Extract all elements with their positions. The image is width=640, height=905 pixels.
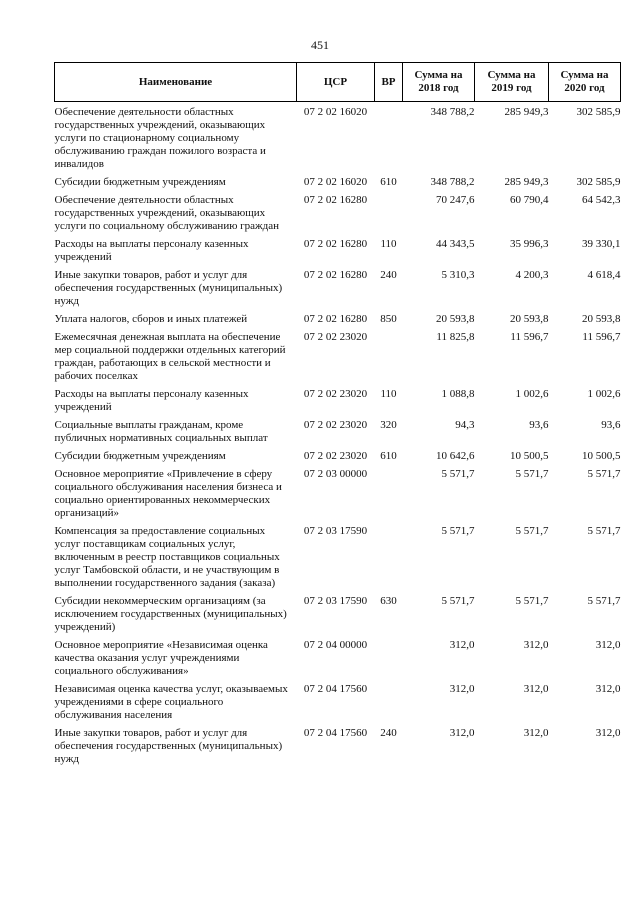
row-vr — [375, 194, 403, 238]
row-sum-2020: 1 002,6 — [587, 388, 621, 400]
header-csr: ЦСР — [297, 63, 375, 102]
row-csr: 07 2 03 17590 — [303, 595, 368, 607]
row-sum-2019: 11 596,7 — [510, 331, 549, 343]
row-csr: 07 2 02 23020 — [303, 331, 368, 343]
row-name: Субсидии некоммерческим организациям (за исключением государственных (муниципальных) учреждений) — [54, 595, 287, 633]
row-vr: 110 — [380, 238, 397, 250]
row-csr: 07 2 02 16280 — [303, 313, 368, 325]
table-row — [55, 450, 621, 468]
row-sum-2018: 5 571,7 — [441, 468, 475, 480]
row-csr: 07 2 02 23020 — [303, 388, 368, 400]
table-row — [55, 194, 621, 238]
row-vr: 240 — [380, 727, 397, 739]
row-sum-2020: 64 542,3 — [582, 194, 621, 206]
row-vr — [375, 525, 403, 595]
table-row — [55, 683, 621, 727]
row-sum-2018: 312,0 — [449, 683, 475, 695]
row-name: Иные закупки товаров, работ и услуг для обеспечения государственных (муниципальных) нужд — [54, 269, 283, 307]
row-csr: 07 2 02 16280 — [303, 238, 368, 250]
row-sum-2018: 5 571,7 — [441, 525, 475, 537]
row-sum-2020: 302 585,9 — [576, 106, 621, 118]
row-csr: 07 2 02 16280 — [303, 269, 368, 281]
row-sum-2020: 5 571,7 — [587, 468, 621, 480]
row-sum-2019: 5 571,7 — [515, 468, 549, 480]
row-vr — [375, 102, 403, 177]
table-row — [55, 595, 621, 639]
table-row — [55, 388, 621, 419]
row-sum-2020: 93,6 — [601, 419, 621, 431]
budget-table — [54, 62, 621, 771]
row-sum-2019: 20 593,8 — [510, 313, 549, 325]
row-csr: 07 2 02 23020 — [303, 450, 368, 462]
row-name: Расходы на выплаты персоналу казенных учреждений — [54, 238, 249, 263]
header-sum-2019: Сумма на 2019 год — [475, 63, 549, 102]
row-sum-2019: 285 949,3 — [504, 106, 549, 118]
header-sum-2020: Сумма на 2020 год — [549, 63, 621, 102]
row-sum-2019: 35 996,3 — [510, 238, 549, 250]
table-row — [55, 639, 621, 683]
row-csr: 07 2 03 00000 — [303, 468, 368, 480]
row-name: Уплата налогов, сборов и иных платежей — [54, 313, 248, 325]
row-vr: 850 — [380, 313, 397, 325]
row-sum-2020: 4 618,4 — [587, 269, 621, 281]
row-sum-2018: 11 825,8 — [436, 331, 475, 343]
row-sum-2018: 70 247,6 — [436, 194, 475, 206]
row-sum-2018: 312,0 — [449, 727, 475, 739]
row-vr: 110 — [380, 388, 397, 400]
row-sum-2018: 5 571,7 — [441, 595, 475, 607]
row-sum-2020: 312,0 — [595, 683, 621, 695]
table-header — [55, 63, 621, 102]
header-name: Наименование — [55, 63, 297, 102]
row-vr — [375, 331, 403, 388]
row-vr: 610 — [380, 176, 397, 188]
row-sum-2018: 348 788,2 — [430, 176, 475, 188]
row-sum-2020: 302 585,9 — [576, 176, 621, 188]
row-name: Обеспечение деятельности областных государственных учреждений, оказывающих услуги по стационарному социальному обслуживанию граждан пожилого возраста и инвалидов — [54, 106, 266, 170]
row-sum-2019: 60 790,4 — [510, 194, 549, 206]
row-name: Расходы на выплаты персоналу казенных учреждений — [54, 388, 249, 413]
row-name: Основное мероприятие «Привлечение в сферу социального обслуживания населения бизнеса и социально ориентированных некоммерческих организаций» — [54, 468, 282, 519]
row-sum-2019: 312,0 — [523, 727, 549, 739]
row-sum-2019: 1 002,6 — [515, 388, 549, 400]
row-csr: 07 2 04 17560 — [303, 683, 368, 695]
table-body — [55, 102, 621, 772]
row-sum-2018: 20 593,8 — [436, 313, 475, 325]
row-vr — [375, 639, 403, 683]
row-sum-2018: 94,3 — [455, 419, 475, 431]
row-sum-2019: 4 200,3 — [515, 269, 549, 281]
row-vr: 610 — [380, 450, 397, 462]
row-name: Ежемесячная денежная выплата на обеспечение мер социальной поддержки отдельных категорий граждан, работающих в сельской местности и рабочих поселках — [54, 331, 286, 382]
row-sum-2020: 10 500,5 — [582, 450, 621, 462]
row-sum-2018: 348 788,2 — [430, 106, 475, 118]
row-sum-2020: 11 596,7 — [582, 331, 621, 343]
row-csr: 07 2 02 23020 — [303, 419, 368, 431]
row-sum-2018: 44 343,5 — [436, 238, 475, 250]
page-number: 451 — [311, 38, 329, 52]
row-csr: 07 2 02 16280 — [303, 194, 368, 206]
table-row — [55, 419, 621, 450]
table-row — [55, 269, 621, 313]
row-vr: 240 — [380, 269, 397, 281]
row-sum-2018: 5 310,3 — [441, 269, 475, 281]
row-vr — [375, 683, 403, 727]
header-vr: ВР — [375, 63, 403, 102]
row-name: Субсидии бюджетным учреждениям — [54, 176, 226, 188]
row-csr: 07 2 04 00000 — [303, 639, 368, 651]
row-name: Социальные выплаты гражданам, кроме публичных нормативных социальных выплат — [54, 419, 268, 444]
table-row — [55, 102, 621, 177]
row-csr: 07 2 03 17590 — [303, 525, 368, 537]
row-sum-2019: 10 500,5 — [510, 450, 549, 462]
row-sum-2018: 312,0 — [449, 639, 475, 651]
row-sum-2019: 312,0 — [523, 639, 549, 651]
table-row — [55, 313, 621, 331]
row-vr — [375, 468, 403, 525]
row-sum-2019: 5 571,7 — [515, 525, 549, 537]
row-sum-2019: 312,0 — [523, 683, 549, 695]
row-name: Иные закупки товаров, работ и услуг для обеспечения государственных (муниципальных) нужд — [54, 727, 283, 765]
row-sum-2019: 285 949,3 — [504, 176, 549, 188]
row-sum-2019: 5 571,7 — [515, 595, 549, 607]
row-sum-2020: 5 571,7 — [587, 525, 621, 537]
table-row — [55, 525, 621, 595]
row-name: Компенсация за предоставление социальных услуг поставщикам социальных услуг, включенным в реестр поставщиков социальных услуг Тамбовской области, и не участвующим в выполнении государственного задания (заказа) — [54, 525, 280, 589]
row-sum-2020: 39 330,1 — [582, 238, 621, 250]
table-row — [55, 176, 621, 194]
row-name: Основное мероприятие «Независимая оценка качества оказания услуг учреждениями социального обслуживания» — [54, 639, 268, 677]
row-sum-2020: 312,0 — [595, 639, 621, 651]
row-name: Обеспечение деятельности областных государственных учреждений, оказывающих услуги по социальному обслуживанию граждан — [54, 194, 280, 232]
row-vr: 320 — [380, 419, 397, 431]
header-sum-2018: Сумма на 2018 год — [403, 63, 475, 102]
table-row — [55, 238, 621, 269]
row-sum-2018: 10 642,6 — [436, 450, 475, 462]
row-name: Независимая оценка качества услуг, оказываемых учреждениями в сфере социального обслуживания населения — [54, 683, 288, 721]
row-csr: 07 2 04 17560 — [303, 727, 368, 739]
row-sum-2018: 1 088,8 — [441, 388, 475, 400]
row-sum-2020: 5 571,7 — [587, 595, 621, 607]
row-vr: 630 — [380, 595, 397, 607]
table-row — [55, 468, 621, 525]
table-row — [55, 331, 621, 388]
row-sum-2019: 93,6 — [529, 419, 549, 431]
row-sum-2020: 20 593,8 — [582, 313, 621, 325]
row-name: Субсидии бюджетным учреждениям — [54, 450, 226, 462]
row-csr: 07 2 02 16020 — [303, 176, 368, 188]
row-csr: 07 2 02 16020 — [303, 106, 368, 118]
row-sum-2020: 312,0 — [595, 727, 621, 739]
table-row — [55, 727, 621, 771]
